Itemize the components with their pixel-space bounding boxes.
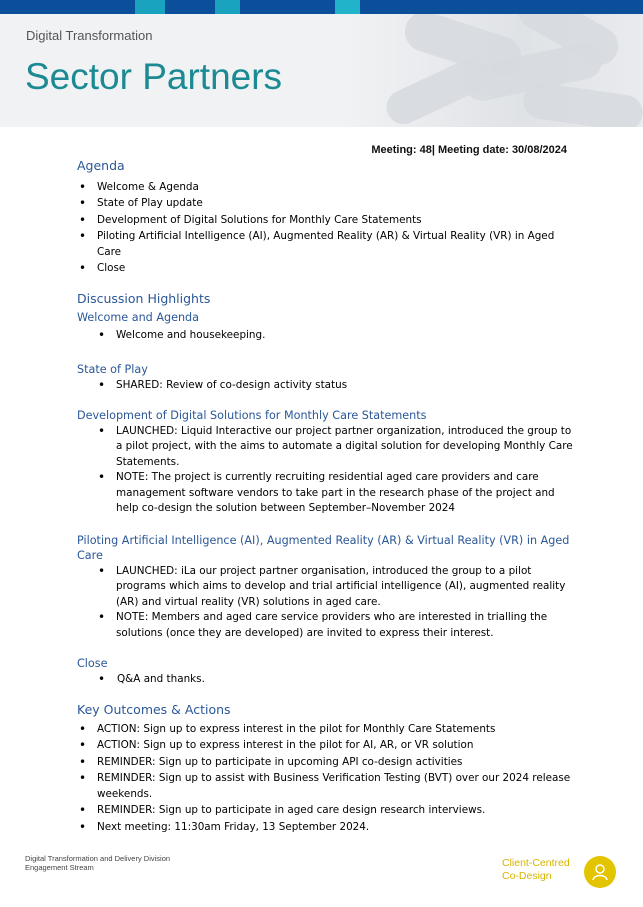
list-item: • Welcome and housekeeping.	[77, 328, 577, 344]
list-item: • SHARED: Review of co-design activity status	[77, 378, 577, 394]
list-item: • REMINDER: Sign up to participate in aged care design research interviews.	[77, 803, 577, 819]
section-title: Welcome and Agenda	[77, 311, 200, 324]
list-item: • Close	[77, 261, 577, 277]
header-kicker: Digital Transformation	[26, 28, 153, 43]
top-color-strip	[0, 0, 643, 14]
agenda-heading: Agenda	[77, 158, 125, 173]
list-item: • Development of Digital Solutions for Monthly Care Statements	[77, 213, 577, 229]
section-list	[77, 564, 577, 642]
division-name: Digital Transformation and Delivery Division	[25, 854, 171, 863]
footer-division	[25, 854, 170, 872]
section-list	[77, 672, 577, 688]
strip-segment	[0, 0, 135, 14]
strip-segment	[135, 0, 165, 14]
agenda-list	[77, 180, 577, 277]
section-title: State of Play	[77, 363, 148, 376]
list-item: • State of Play update	[77, 196, 577, 212]
list-item: • LAUNCHED: Liquid Interactive our project partner organization, introduced the group to a pilot project, with the aims to automate a digital solution for developing Monthly Care Statements.	[77, 424, 577, 471]
section-list	[77, 424, 577, 517]
section-list	[77, 378, 577, 394]
list-item: • REMINDER: Sign up to assist with Business Verification Testing (BVT) over our 2024 release weekends.	[77, 771, 577, 802]
section-list	[77, 328, 577, 344]
strip-segment	[165, 0, 215, 14]
page-title: Sector Partners	[25, 56, 283, 97]
strip-segment	[360, 0, 643, 14]
section-title: Close	[77, 657, 108, 670]
strip-segment	[240, 0, 335, 14]
person-icon	[584, 856, 616, 888]
list-item: • NOTE: Members and aged care service providers who are interested in trialling the solutions (once they are developed) are invited to express their interest.	[77, 610, 577, 641]
list-item: • LAUNCHED: iLa our project partner organisation, introduced the group to a pilot programs which aims to develop and trial artificial intelligence (AI), augmented reality (AR) and virtual reality (VR) solutions in aged care.	[77, 564, 577, 611]
strip-segment	[215, 0, 240, 14]
discussion-heading: Discussion Highlights	[77, 290, 211, 306]
person-icon-glyph	[590, 862, 610, 882]
list-item: • Next meeting: 11:30am Friday, 13 September 2024.	[77, 820, 577, 836]
stream-name: Engagement Stream	[25, 863, 94, 872]
page-header	[0, 14, 643, 127]
footer-brand	[502, 857, 570, 883]
outcomes-list	[77, 722, 577, 836]
section-title: Development of Digital Solutions for Monthly Care Statements	[77, 409, 427, 422]
meeting-info: Meeting: 48| Meeting date: 30/08/2024	[371, 144, 567, 156]
list-item: • REMINDER: Sign up to participate in upcoming API co-design activities	[77, 755, 577, 771]
list-item: • Welcome & Agenda	[77, 180, 577, 196]
list-item: • ACTION: Sign up to express interest in the pilot for AI, AR, or VR solution	[77, 738, 577, 754]
minutes-body	[77, 158, 577, 836]
list-item: • Q&A and thanks.	[77, 672, 577, 688]
list-item: • ACTION: Sign up to express interest in the pilot for Monthly Care Statements	[77, 722, 577, 738]
brand-line-2: Co-Design	[502, 870, 552, 882]
hands-photo	[343, 14, 643, 127]
list-item: • Piloting Artificial Intelligence (AI), Augmented Reality (AR) & Virtual Reality (VR) in Aged Care	[77, 229, 577, 260]
brand-line-1: Client-Centred	[502, 857, 570, 869]
outcomes-heading: Key Outcomes & Actions	[77, 702, 231, 717]
strip-segment	[335, 0, 360, 14]
section-title: Piloting Artificial Intelligence (AI), Augmented Reality (AR) & Virtual Reality (VR) in Aged Care	[77, 533, 570, 562]
list-item: • NOTE: The project is currently recruiting residential aged care providers and care management software vendors to take part in the research phase of the project and help co-design the solution between September–November 2024	[77, 470, 577, 517]
